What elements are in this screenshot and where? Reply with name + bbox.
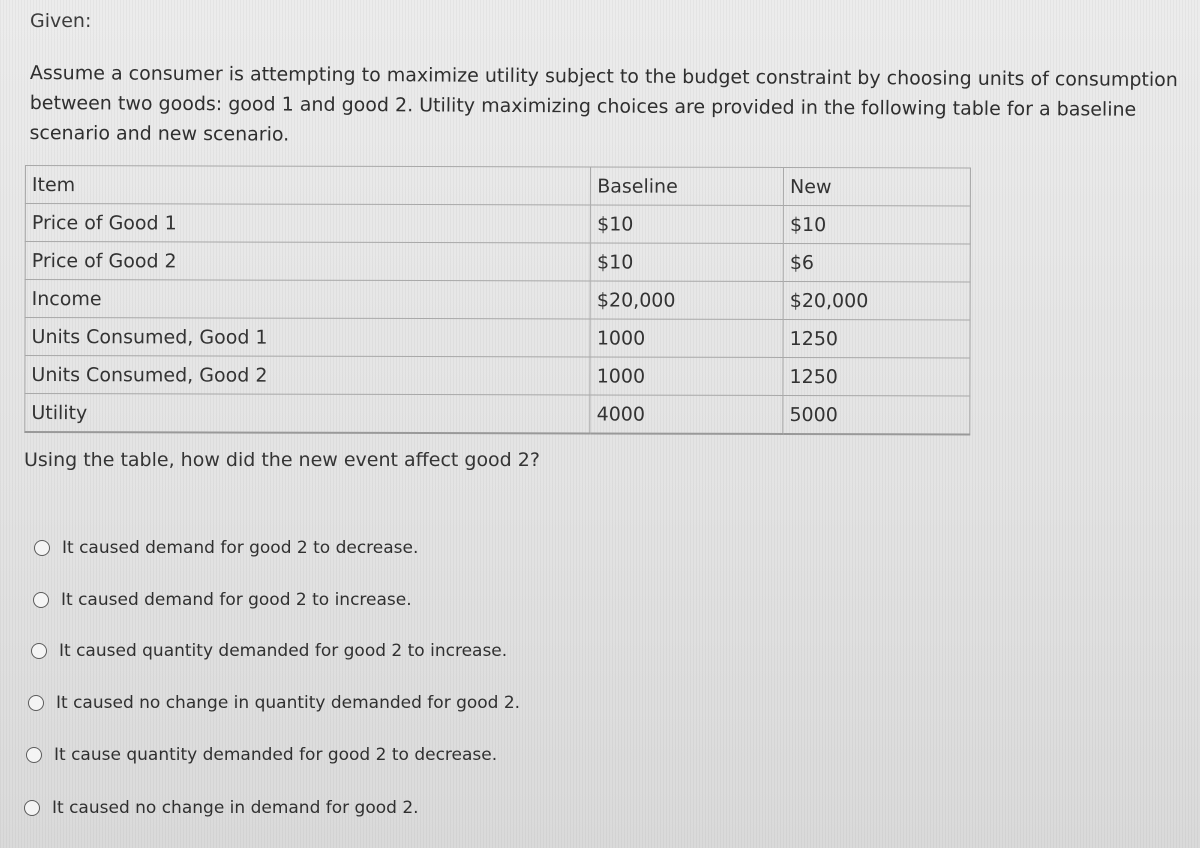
row-baseline-value: $10 bbox=[590, 243, 783, 282]
question-text: Using the table, how did the new event affect good 2? bbox=[24, 449, 540, 471]
row-item: Utility bbox=[25, 394, 590, 434]
row-item: Units Consumed, Good 1 bbox=[25, 318, 590, 357]
radio-button[interactable] bbox=[24, 800, 40, 816]
option-label: It caused quantity demanded for good 2 to increase. bbox=[59, 641, 508, 661]
option-label: It cause quantity demanded for good 2 to decrease. bbox=[54, 745, 498, 765]
row-baseline-value: $20,000 bbox=[590, 281, 783, 320]
given-label: Given: bbox=[30, 10, 92, 32]
row-baseline-value: 1000 bbox=[590, 319, 783, 358]
intro-text: Assume a consumer is attempting to maximize utility subject to the budget constraint by choosing units of consumption between two goods: good 1 and good 2. Utility maximizing choices are provided in the following table for a baseline scenario and new scenario. bbox=[29, 61, 1178, 146]
option-label: It caused demand for good 2 to increase. bbox=[61, 590, 412, 610]
row-item: Price of Good 1 bbox=[25, 204, 590, 243]
header-baseline: Baseline bbox=[591, 167, 784, 206]
row-baseline-value: 4000 bbox=[590, 395, 783, 434]
row-new-value: $10 bbox=[783, 205, 970, 243]
answer-option-4[interactable] bbox=[28, 693, 520, 713]
radio-button[interactable] bbox=[26, 747, 42, 763]
radio-button[interactable] bbox=[33, 592, 49, 608]
answer-option-2[interactable] bbox=[33, 590, 412, 610]
row-baseline-value: $10 bbox=[591, 205, 784, 244]
option-label: It caused demand for good 2 to decrease. bbox=[62, 538, 419, 558]
radio-button[interactable] bbox=[28, 695, 44, 711]
table-row bbox=[25, 280, 970, 320]
answer-option-6[interactable] bbox=[24, 798, 419, 818]
header-new: New bbox=[784, 167, 971, 205]
radio-button[interactable] bbox=[31, 643, 47, 659]
answer-option-1[interactable] bbox=[34, 538, 418, 558]
option-label: It caused no change in quantity demanded for good 2. bbox=[56, 693, 521, 713]
table-row bbox=[25, 356, 970, 396]
data-table bbox=[24, 165, 971, 435]
answer-option-5[interactable] bbox=[26, 745, 497, 765]
row-new-value: $20,000 bbox=[783, 281, 970, 319]
row-new-value: $6 bbox=[783, 243, 970, 281]
row-new-value: 5000 bbox=[783, 395, 970, 434]
radio-button[interactable] bbox=[34, 540, 50, 556]
table-row bbox=[25, 394, 970, 435]
option-label: It caused no change in demand for good 2. bbox=[52, 798, 419, 818]
answer-option-3[interactable] bbox=[31, 641, 507, 661]
row-new-value: 1250 bbox=[783, 357, 970, 395]
table-row bbox=[25, 204, 970, 244]
table-row bbox=[25, 318, 970, 358]
row-item: Income bbox=[25, 280, 590, 319]
header-item: Item bbox=[25, 166, 590, 205]
table-header-row bbox=[25, 166, 970, 206]
table-row bbox=[25, 242, 970, 282]
row-item: Units Consumed, Good 2 bbox=[25, 356, 590, 395]
row-item: Price of Good 2 bbox=[25, 242, 590, 281]
row-baseline-value: 1000 bbox=[590, 357, 783, 396]
row-new-value: 1250 bbox=[783, 319, 970, 357]
